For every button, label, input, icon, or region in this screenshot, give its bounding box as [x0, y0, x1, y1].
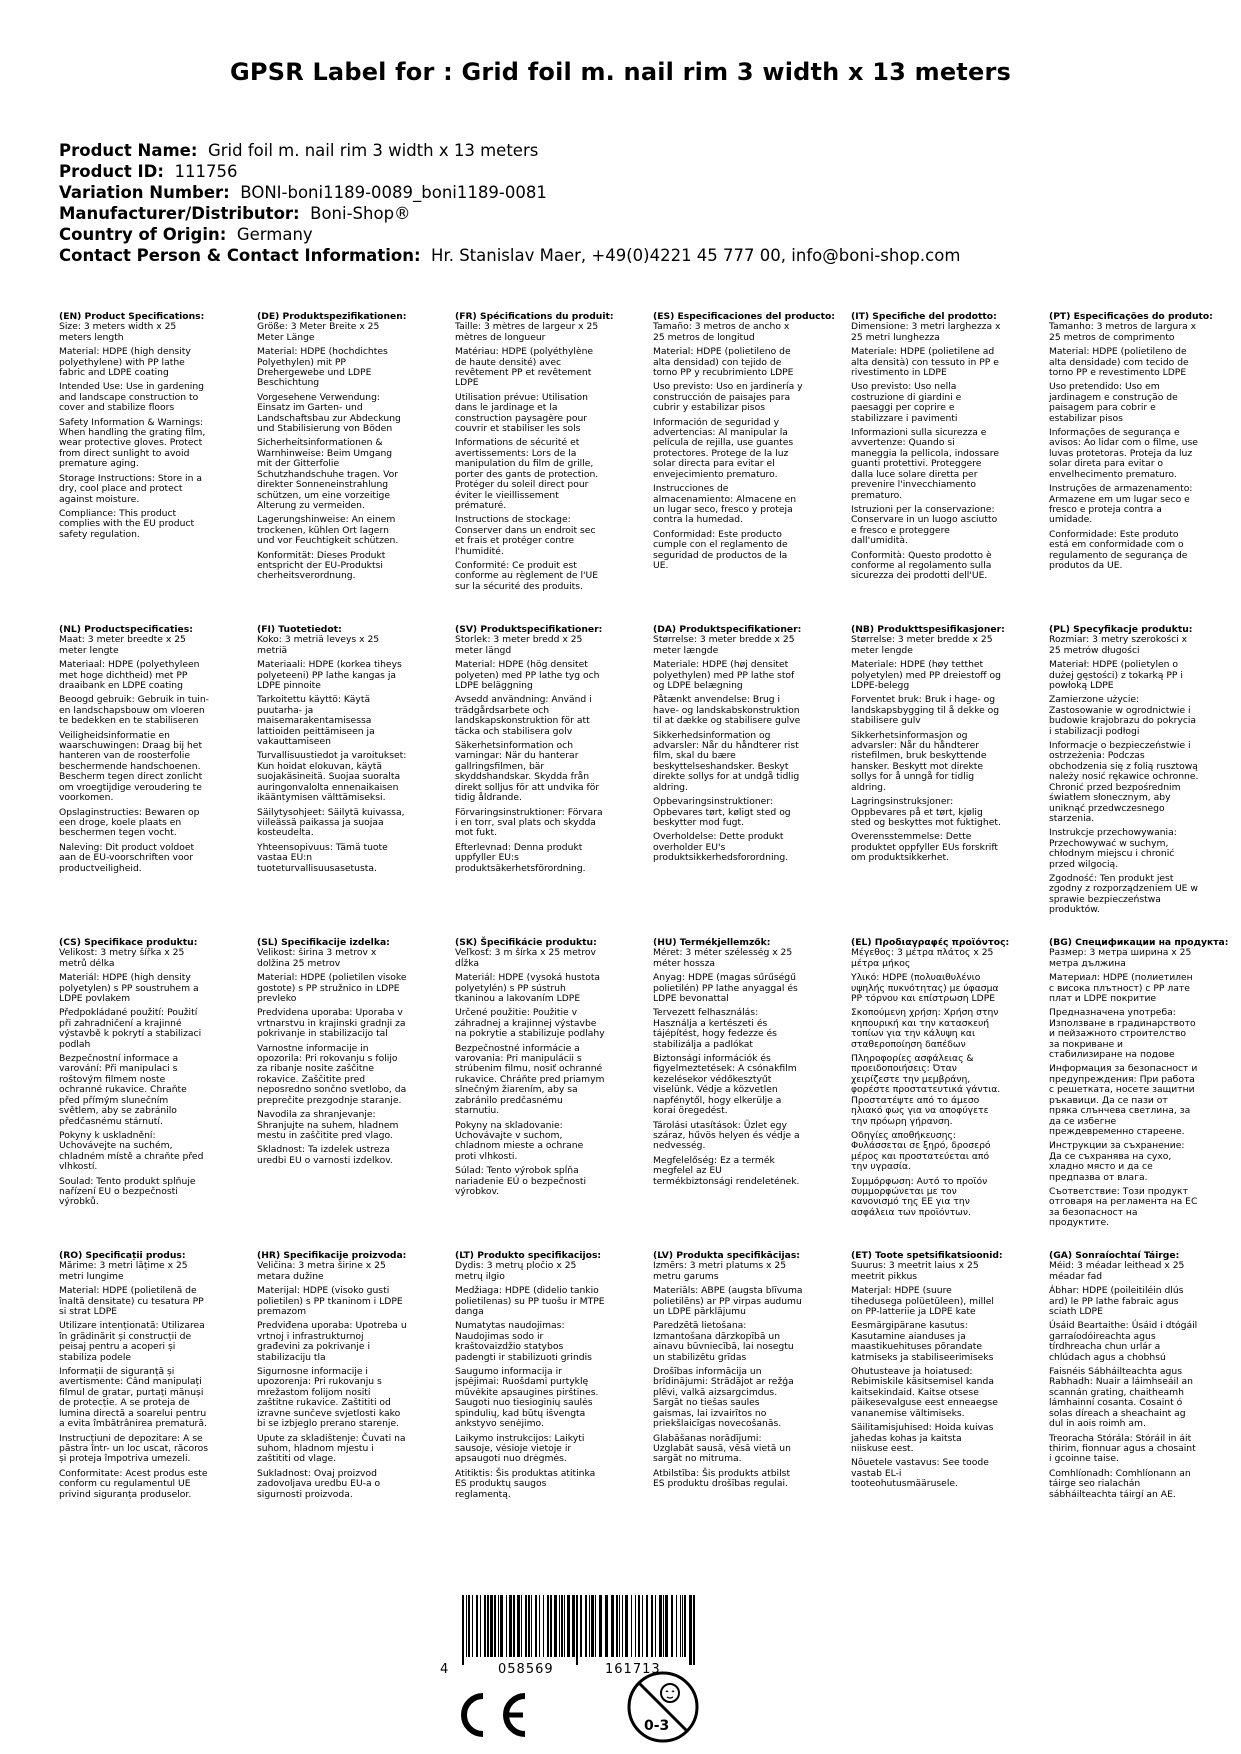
spec-paragraph: Efterlevnad: Denna produkt uppfyller EU:s produktsäkerhetsförordning.: [455, 841, 586, 874]
spec-paragraph: Sikkerhedsinformation og advarsler: Når du håndterer rist film, skal du bære beskyttelseshandsker. Beskyt direkte sollys for at undgå tidlig aldring.: [653, 729, 800, 793]
spec-block: [455, 1251, 605, 1564]
barcode-bar: [591, 1595, 594, 1657]
spec-paragraph: Taille: 3 mètres de largeur x 25 mètres de longueur: [455, 321, 599, 343]
spec-paragraph: Size: 3 meters width x 25 meters length: [59, 321, 177, 343]
spec-paragraph: Yhteensopivuus: Tämä tuote vastaa EU:n tuoteturvallisuusasetusta.: [257, 841, 388, 874]
spec-paragraph: Οδηγίες αποθήκευσης: Φυλάσσεται σε ξηρό, δροσερό μέρος και προστατεύεται από την υγρασία.: [851, 1129, 991, 1173]
spec-paragraph: Größe: 3 Meter Breite x 25 Meter Länge: [257, 321, 380, 343]
spec-block: [257, 625, 407, 938]
spec-paragraph: Atbilstība: Šis produkts atbilst ES produktu drošības regulai.: [653, 1467, 791, 1490]
spec-block: [653, 311, 835, 625]
barcode-bar: [480, 1595, 481, 1657]
spec-paragraph: Faisnéis Sábháilteachta agus Rabhadh: Nuair a láimhseáil an scannán grating, chaitheamh lámhainní cosanta. Cosaint ó solas díreach a sheachaint ag dul in aois roimh am.: [1049, 1366, 1193, 1430]
spec-paragraph: Storage Instructions: Store in a dry, cool place and protect against moisture.: [59, 472, 202, 505]
spec-paragraph: Bezpečnostné informácie a varovania: Pri manipulácii s strúbenim filmu, nosiť ochranné rukavice. Chráňte pred priamym slnečným žiarením, aby sa zabránilo predčasnému starnutiu.: [455, 1042, 605, 1117]
barcode-bar: [472, 1595, 473, 1657]
spec-paragraph: Numatytas naudojimas: Naudojimas sodo ir kraštovaizdžio statybos padengti ir stabilizuoti grindis: [455, 1320, 592, 1363]
spec-paragraph: Συμμόρφωση: Αυτό το προϊόν συμμορφώνεται με τον κανονισμό της ΕΕ για την ασφάλεια των προϊόντων.: [851, 1175, 988, 1218]
spec-block: [257, 938, 407, 1251]
spec-paragraph: Overholdelse: Dette produkt overholder EU's produktsikkerhedsforordning.: [653, 831, 789, 864]
spec-paragraph: Compliance: This product complies with the EU product safety regulation.: [59, 507, 195, 540]
spec-block-heading: (RO) Specificații produs:: [59, 1250, 186, 1261]
spec-paragraph: Utilisation prévue: Utilisation dans le jardinage et la construction paysagère pour couvrir et stabiliser les sols: [455, 391, 588, 435]
spec-paragraph: Veličina: 3 metra širine x 25 metara dužine: [257, 1260, 386, 1282]
spec-paragraph: Материал: HDPE (полиетилен с висока плътност) с PP лате плат и LDPE покритие: [1049, 972, 1193, 1005]
spec-block-heading: (FI) Tuotetiedot:: [257, 624, 342, 635]
spec-paragraph: Laikymo instrukcijos: Laikyti sausoje, vėsioje vietoje ir apsaugoti nuo drėgmės.: [455, 1432, 585, 1465]
spec-paragraph: Materiale: HDPE (polietilene ad alta densità) con tessuto in PP e rivestimento in LDPE: [851, 346, 999, 379]
barcode-bar: [580, 1595, 582, 1657]
barcode-bar: [689, 1595, 692, 1665]
spec-paragraph: Säilitamisjuhised: Hoida kuivas jahedas kohas ja kaitsta niiskuse eest.: [851, 1422, 994, 1454]
spec-paragraph: Tervezett felhasználás: Használja a kertészeti és tájépítést, hogy fedezze és stabilizálja a padlókat: [653, 1007, 777, 1050]
spec-paragraph: Lagerungshinweise: An einem trockenen, kühlen Ort lagern und vor Feuchtigkeit schützen.: [257, 514, 399, 547]
barcode-bar: [517, 1595, 520, 1657]
barcode-bar: [605, 1595, 608, 1657]
spec-block-heading: (HR) Specifikacije proizvoda:: [257, 1250, 407, 1261]
spec-block-heading: (ES) Especificaciones del producto:: [653, 311, 835, 322]
spec-block: [653, 1251, 803, 1564]
spec-block: [59, 625, 209, 938]
spec-paragraph: Material: HDPE (polietileno de alta densidade) com tecido de torno PP e revestimento LDPE: [1049, 346, 1189, 379]
spec-block: [1049, 937, 1229, 1251]
barcode-bar: [638, 1595, 640, 1657]
barcode-bar: [572, 1595, 575, 1657]
spec-paragraph: Comhlíonadh: Comhlíonann an táirge seo rialachán sábháilteachta táirgí an AE.: [1049, 1467, 1191, 1500]
spec-block-heading: (SK) Špecifikácie produktu:: [455, 937, 597, 948]
spec-paragraph: Velikost: širina 3 metrov x dolžina 25 metrov: [257, 947, 377, 969]
spec-block: [455, 625, 605, 938]
spec-paragraph: Mărime: 3 metri lățime x 25 metri lungime: [59, 1260, 188, 1282]
spec-paragraph: Instrukcje przechowywania: Przechowywać w suchym, chłodnym miejscu i chronić przed wilgocią.: [1049, 827, 1177, 870]
spec-paragraph: Materiaal: HDPE (polyethyleen met hoge dichtheid) met PP draaibank en LDPE coating: [59, 659, 200, 692]
spec-paragraph: Conformitate: Acest produs este conform cu regulamentul UE privind siguranța produselor.: [59, 1467, 208, 1500]
spec-paragraph: Tamaño: 3 metros de ancho x 25 metros de longitud: [653, 321, 790, 343]
spec-paragraph: Instruções de armazenamento: Armazene em um lugar seco e fresco e proteja contra a umidade.: [1049, 483, 1193, 526]
barcode-bar: [663, 1595, 664, 1657]
info-row-variation-number: [59, 182, 960, 203]
spec-paragraph: Informacje o bezpieczeństwie i ostrzeżenia: Podczas obchodzenia się z folią rusztową należy nosić rękawice ochronne. Chronić przed bezpośrednim światłem słonecznym, aby uniknąć przedwczesnego starzenia.: [1049, 740, 1199, 824]
spec-paragraph: Istruzioni per la conservazione: Conservare in un luogo asciutto e fresco e proteggere dall'umidità.: [851, 503, 998, 547]
barcode-bar: [539, 1595, 540, 1657]
spec-paragraph: Säkerhetsinformation och varningar: När du hanterar gallringsfilmen, bär skyddshandskar. Skydda från direkt solljus för att undvika för tidig åldrande.: [455, 740, 600, 804]
spec-paragraph: Pokyny na skladovanie: Uchovávajte v suchom, chladnom mieste a ochrane proti vlhkosti.: [455, 1119, 584, 1162]
ce-mark-icon: [453, 1690, 533, 1740]
barcode-bar: [585, 1595, 587, 1657]
spec-paragraph: Påtænkt anvendelse: Brug i have- og landskabskonstruktion til at dække og stabilisere gulve: [653, 694, 801, 727]
barcode-bar: [559, 1595, 560, 1657]
info-row-product-id: [59, 161, 960, 182]
barcode-bar: [528, 1595, 530, 1657]
spec-paragraph: Sikkerhetsinformasjon og advarsler: Når du håndterer ristefilmen, bruk beskyttende hansker. Beskytt mot direkte sollys for å unngå for tidlig aldring.: [851, 729, 987, 793]
info-row-manufacturer: [59, 203, 960, 224]
barcode-bar: [635, 1595, 636, 1657]
spec-paragraph: Σκοπούμενη χρήση: Χρήση στην κηπουρική και την κατασκευή τοπίων για την κάλυψη και σταθεροποίηση δαπέδων: [851, 1007, 999, 1050]
spec-block-heading: (DE) Produktspezifikationen:: [257, 311, 407, 322]
spec-block-heading: (CS) Specifikace produktu:: [59, 937, 198, 948]
barcode-bar: [484, 1595, 486, 1657]
barcode-bar: [616, 1595, 618, 1657]
spec-paragraph: Veľkosť: 3 m šírka x 25 metrov dĺžka: [455, 947, 596, 969]
spec-paragraph: Instructions de stockage: Conserver dans un endroit sec et frais et protéger contre l'humidité.: [455, 514, 596, 557]
spec-paragraph: Úsáid Beartaithe: Úsáid i dtógáil garraíodóireachta agus tírdhreacha chun urlár a chlúdach agus a chobhsú: [1049, 1320, 1198, 1363]
spec-block: [1049, 1251, 1199, 1564]
barcode-bar: [665, 1595, 668, 1657]
spec-paragraph: Méret: 3 méter szélesség x 25 méter hossza: [653, 947, 793, 969]
spec-paragraph: Material: HDPE (high density polyethylene) with PP lathe fabric and LDPE coating: [59, 346, 191, 379]
barcode-bar: [651, 1595, 653, 1657]
barcode-bar: [595, 1595, 596, 1657]
spec-paragraph: Anyag: HDPE (magas sűrűségű polietilén) PP lathe anyaggal és LDPE bevonattal: [653, 972, 798, 1005]
spec-paragraph: Materiale: HDPE (høy tetthet polyetylen) med PP dreiestoff og LDPE-belegg: [851, 659, 1002, 692]
barcode-bar: [468, 1595, 470, 1657]
spec-paragraph: Beoogd gebruik: Gebruik in tuin- en landschapsbouw om vloeren te bedekken en te stabiliseren: [59, 694, 209, 727]
spec-paragraph: Veiligheidsinformatie en waarschuwingen: Draag bij het hanteren van de roosterfolie beschermende handschoenen. Bescherm tegen direct zonlicht om vroegtijdige veroudering te voorkomen.: [59, 729, 203, 804]
not-for-children-0-3-icon: [626, 1670, 700, 1744]
barcode-bar: [498, 1595, 499, 1657]
spec-paragraph: Conformità: Questo prodotto è conforme al regolamento sulla sicurezza dei prodotti dell'UE.: [851, 549, 992, 582]
barcode-bar: [506, 1595, 507, 1657]
spec-paragraph: Soulad: Tento produkt splňuje nařízení EU o bezpečnosti výrobků.: [59, 1175, 196, 1208]
spec-paragraph: Upute za skladištenje: Čuvati na suhom, hladnom mjestu i zaštititi od vlage.: [257, 1432, 406, 1465]
spec-paragraph: Conformité: Ce produit est conforme au règlement de l'UE sur la sécurité des produits.: [455, 559, 599, 592]
spec-paragraph: Informații de siguranță și avertismente: Când manipulați filmul de gratar, purtați mănuși de protecție. A se proteja de lumina directă a soarelui pentru a evita îmbătrânirea prematură.: [59, 1366, 207, 1430]
spec-paragraph: Materiāls: ABPE (augsta blīvuma polietilēns) ar PP virpas audumu un LDPE pārklājumu: [653, 1285, 803, 1318]
barcode-bar: [567, 1595, 570, 1657]
spec-paragraph: Treoracha Stórála: Stóráil in áit thirim, fionnuar agus a chosaint i gcoinne taise.: [1049, 1432, 1196, 1465]
spec-paragraph: Размер: 3 метра ширина x 25 метра дължина: [1049, 947, 1192, 969]
barcode-bar: [622, 1595, 623, 1657]
barcode-bar: [500, 1595, 503, 1657]
spec-block: [1049, 311, 1213, 625]
spec-paragraph: Förvaringsinstruktioner: Förvara i en torr, sval plats och skydda mot fukt.: [455, 806, 603, 839]
spec-block-heading: (HU) Termékjellemzők:: [653, 937, 771, 948]
spec-paragraph: Pokyny k uskladnění: Uchovávejte na suchém, chladném místě a chraňte před vlhkostí.: [59, 1129, 204, 1173]
barcode-bar: [547, 1595, 549, 1657]
spec-paragraph: Safety Information & Warnings: When handling the grating film, wear protective gloves. Protect from direct sunlight to avoid premature aging.: [59, 416, 206, 470]
spec-paragraph: Material: HDPE (polietileno de alta densidad) con tejido de torno PP y recubrimiento LDPE: [653, 346, 794, 379]
spec-paragraph: Säilytysohjeet: Säilytä kuivassa, viileässä paikassa ja suojaa kosteudelta.: [257, 806, 405, 839]
spec-paragraph: Μέγεθος: 3 μέτρα πλάτος x 25 μέτρα μήκος: [851, 947, 994, 969]
spec-paragraph: Información de seguridad y advertencias: Al manipular la película de rejilla, use guantes protectores. Protege de la luz solar directa para evitar el envejecimiento prematuro.: [653, 416, 794, 480]
spec-paragraph: Sigurnosne informacije i upozorenja: Pri rukovanju s mrežastom folijom nositi zaštitne rukavice. Zaštititi od izravne sunčeve svjetlosti kako bi se izbjeglo prerano starenje.: [257, 1366, 401, 1430]
barcode-bar: [642, 1595, 643, 1657]
spec-paragraph: Matériau: HDPE (polyéthylène de haute densité) avec revêtement PP et revêtement LDPE: [455, 346, 594, 389]
barcode-bar: [462, 1595, 464, 1665]
info-row-contact: [59, 245, 960, 266]
spec-paragraph: Biztonsági információk és figyelmeztetések: A csónakfilm kezelésekor védőkesztyűt viselünk. Védje a közvetlen napfénytől, hogy elkerülje a korai öregedést.: [653, 1053, 797, 1117]
barcode-bar: [509, 1595, 512, 1657]
spec-paragraph: Tamanho: 3 metros de largura x 25 metros de comprimento: [1049, 321, 1197, 343]
spec-paragraph: Avsedd användning: Använd i trädgårdsarbete och landskapskonstruktion för att täcka och stabilisera golv: [455, 694, 592, 737]
info-value: Grid foil m. nail rim 3 width x 13 meters: [207, 141, 539, 160]
barcode-bar: [599, 1595, 602, 1657]
spec-paragraph: Ábhar: HDPE (poileitiléin dlús ard) le PP lathe fabraic agus sciath LDPE: [1049, 1285, 1184, 1318]
barcode-bar: [525, 1595, 527, 1657]
spec-paragraph: Material: HDPE (hög densitet polyeten) med PP lathe tyg och LDPE beläggning: [455, 659, 600, 692]
spec-paragraph: Informazioni sulla sicurezza e avvertenze: Quando si maneggia la pellicola, indossare guanti protettivi. Proteggere dalla luce solare diretta per prevenire l'invecchiamento prematuro.: [851, 427, 1000, 501]
info-label: Product Name:: [59, 141, 198, 160]
spec-paragraph: Lagringsinstruksjoner: Oppbevares på et tørt, kjølig sted og beskyttes mot fuktighet.: [851, 796, 1001, 828]
spec-paragraph: Material: HDPE (polietilenă de înaltă densitate) cu tesatura PP si strat LDPE: [59, 1285, 204, 1318]
spec-paragraph: Materijal: HDPE (visoko gusti polietilen) s PP tkaninom i LDPE premazom: [257, 1285, 403, 1318]
spec-paragraph: Dydis: 3 metrų pločio x 25 metrų ilgio: [455, 1260, 577, 1282]
barcode-bar: [693, 1595, 695, 1665]
barcode-bar: [671, 1595, 673, 1657]
barcode-bar: [554, 1595, 557, 1657]
spec-paragraph: Størrelse: 3 meter bredde x 25 meter længde: [653, 634, 795, 656]
spec-block: [257, 312, 407, 625]
spec-paragraph: Størrelse: 3 meter bredde x 25 meter lengde: [851, 634, 993, 656]
barcode-bar: [589, 1595, 590, 1657]
spec-paragraph: Suurus: 3 meetrit laius x 25 meetrit pikkus: [851, 1260, 979, 1282]
spec-block: [851, 312, 1001, 625]
spec-grid: [59, 312, 1239, 1564]
spec-paragraph: Materiale: HDPE (høj densitet polyethylen) med PP lathe stof og LDPE belægning: [653, 659, 795, 692]
spec-paragraph: Naleving: Dit product voldoet aan de EU-voorschriften voor productveiligheid.: [59, 841, 195, 874]
info-label: Country of Origin:: [59, 225, 227, 244]
barcode-digits-left: 058569: [498, 1662, 554, 1677]
barcode-bar: [494, 1595, 496, 1657]
spec-paragraph: Πληροφορίες ασφάλειας & προειδοποιήσεις: Όταν χειρίζεστε την μεμβράνη, φορέστε προστατευτικά γάντια. Προστατέψτε από το άμεσο ηλιακό φως για να αποφύγετε την πρόωρη γήρανση.: [851, 1053, 1001, 1127]
spec-block-heading: (EL) Προδιαγραφές προϊόντος:: [851, 937, 1010, 948]
spec-paragraph: Υλικό: HDPE (πολυαιθυλένιο υψηλής πυκνότητας) με ύφασμα PP τόρνου και επίστρωση LDPE: [851, 972, 999, 1005]
info-value: Hr. Stanislav Maer, +49(0)4221 45 777 00, info@boni-shop.com: [431, 246, 961, 265]
spec-paragraph: Predviđena uporaba: Upotreba u vrtnoj i infrastrukturnoj građevini za pokrivanje i stabilizaciju tla: [257, 1320, 407, 1363]
barcode-bar: [531, 1595, 532, 1657]
spec-paragraph: Utilizare intenționată: Utilizarea în grădinărit și construcții de peisaj pentru a acoperi și stabiliza podele: [59, 1320, 205, 1363]
barcode-bar: [513, 1595, 515, 1657]
spec-paragraph: Sicherheitsinformationen & Warnhinweise: Beim Umgang mit der Gitterfolie Schutzhandschuhe tragen. Vor direkter Sonneneinstrahlung schützen, um eine vorzeitige Alterung zu vermeiden.: [257, 437, 399, 511]
spec-paragraph: Předpokládané použití: Použití při zahradničení a krajinné výstavbě k pokrytí a stabilizaci podlah: [59, 1007, 202, 1050]
spec-block-heading: (ET) Toote spetsifikatsioonid:: [851, 1250, 1003, 1261]
spec-paragraph: Atitiktis: Šis produktas atitinka ES produktų saugos reglamentą.: [455, 1467, 596, 1500]
spec-paragraph: Storlek: 3 meter bredd x 25 meter längd: [455, 634, 583, 656]
spec-paragraph: Instrucciones de almacenamiento: Almacene en un lugar seco, fresco y proteja contra la humedad.: [653, 483, 797, 526]
spec-paragraph: Conformidade: Este produto está em conformidade com o regulamento de segurança de produtos da UE.: [1049, 528, 1188, 571]
spec-paragraph: Materiál: HDPE (high density polyetylen) s PP soustruhem a LDPE povlakem: [59, 972, 199, 1005]
spec-paragraph: Tárolási utasítások: Üzlet egy száraz, hűvös helyen és védje a nedvesség.: [653, 1119, 800, 1152]
spec-paragraph: Materiál: HDPE (vysoká hustota polyetylén) s PP sústruh tkaninou a lakovaním LDPE: [455, 972, 601, 1005]
spec-block-heading: (GA) Sonraíochtaí Táirge:: [1049, 1250, 1180, 1261]
spec-block: [59, 312, 209, 625]
barcode-bar: [550, 1595, 552, 1657]
spec-block-heading: (FR) Spécifications du produit:: [455, 311, 614, 322]
info-label: Contact Person & Contact Information:: [59, 246, 421, 265]
info-label: Product ID:: [59, 162, 164, 181]
barcode-digits-right: 161713: [605, 1662, 661, 1677]
spec-paragraph: Navodila za shranjevanje: Shranjujte na suhem, hladnem mestu in zaščitite pred vlago.: [257, 1109, 399, 1141]
spec-paragraph: Sukladnost: Ovaj proizvod zadovoljava uredbu EU-a o sigurnosti proizvoda.: [257, 1467, 381, 1500]
spec-paragraph: Konformität: Dieses Produkt entspricht der EU-Produktsi cherheitsverordnung.: [257, 549, 386, 582]
spec-paragraph: Zamierzone użycie: Zastosowanie w ogrodnictwie i budowie krajobrazu do pokrycia i stabilizacji podłogi: [1049, 694, 1197, 737]
spec-paragraph: Materiał: HDPE (polietylen o dużej gęstości) z tokarką PP i powłoką LDPE: [1049, 659, 1183, 692]
barcode-bar: [561, 1595, 563, 1657]
spec-paragraph: Súlad: Tento výrobok spĺňa nariadenie EÚ o bezpečnosti výrobkov.: [455, 1165, 587, 1197]
spec-paragraph: Инструкции за съхранение: Да се съхранява на сухо, хладно място и да се предпазва от влага.: [1049, 1140, 1185, 1183]
barcode-bar: [576, 1595, 578, 1665]
spec-paragraph: Velikost: 3 metry šířka x 25 metrů délka: [59, 947, 185, 969]
spec-block: [851, 1251, 1001, 1564]
spec-block-heading: (PT) Especificações do produto:: [1049, 311, 1213, 322]
spec-paragraph: Instrucțiuni de depozitare: A se păstra într- un loc uscat, răcoros și proteja împotriva umezeli.: [59, 1432, 209, 1465]
barcode-bar: [631, 1595, 632, 1657]
spec-paragraph: Turvallisuustiedot ja varoitukset: Kun hoidat elokuvan, käytä suojakäsineitä. Suojaa suoralta auringonvalolta ennenaikaisen ikääntymisen välttämiseksi.: [257, 750, 407, 804]
info-value: BONI-boni1189-0089_boni1189-0081: [240, 183, 547, 202]
spec-paragraph: Paredzētā lietošana: Izmantošana dārzkopībā un ainavu būvniecībā, lai nosegtu un stabilizētu grīdas: [653, 1320, 794, 1363]
spec-paragraph: Информация за безопасност и предупреждения: При работа с решетката, носете защитни ръкавици. Да се пази от пряка слънчева светлина, за да се избегне преждевременно стареене.: [1049, 1063, 1198, 1137]
ean-barcode: [440, 1595, 720, 1675]
barcode-bar: [619, 1595, 620, 1657]
spec-paragraph: Nõuetele vastavus: See toode vastab EL-i tooteohutusmääruselе.: [851, 1457, 989, 1490]
info-value: 111756: [174, 162, 238, 181]
spec-paragraph: Určené použitie: Použitie v záhradnej a krajinnej výstavbe na pokrytie a stabilizuje podlahy: [455, 1007, 605, 1040]
spec-paragraph: Materiaali: HDPE (korkea tiheys polyeteeni) PP lathe kangas ja LDPE pinnoite: [257, 659, 402, 692]
spec-paragraph: Vorgesehene Verwendung: Einsatz im Garten- und Landschaftsbau zur Abdeckung und Stabilisierung von Böden: [257, 391, 401, 435]
spec-block: [1049, 625, 1199, 938]
barcode-bar: [543, 1595, 544, 1657]
spec-block: [653, 625, 803, 938]
spec-paragraph: Uso pretendido: Uso em jardinagem e construção de paisagem para cobrir e estabilizar pisos: [1049, 381, 1178, 424]
barcode-bar: [659, 1595, 662, 1657]
info-label: Manufacturer/Distributor:: [59, 204, 300, 223]
spec-block: [851, 937, 1010, 1251]
barcode-bar: [535, 1595, 537, 1657]
spec-paragraph: Rozmiar: 3 metry szerokości x 25 metrów długości: [1049, 634, 1188, 656]
spec-block-heading: (NB) Produkttspesifikasjoner:: [851, 624, 1005, 635]
barcode-bar: [684, 1595, 686, 1657]
barcode-bar: [564, 1595, 565, 1657]
spec-paragraph: Predvidena uporaba: Uporaba v vrtnarstvu in krajinski gradnji za pokrivanje in stabilizacijo tal: [257, 1007, 406, 1040]
spec-paragraph: Skladnost: Ta izdelek ustreza uredbi EU o varnosti izdelkov.: [257, 1144, 393, 1166]
spec-block-heading: (EN) Product Specifications:: [59, 311, 205, 322]
spec-paragraph: Uso previsto: Uso nella costruzione di giardini e paesaggi per coprire e stabilizzare i pavimenti: [851, 381, 962, 424]
barcode-bar: [680, 1595, 681, 1657]
spec-block: [653, 938, 803, 1251]
spec-block-heading: (SV) Produktspecifikationer:: [455, 624, 603, 635]
age-range-label: 0-3: [644, 1718, 670, 1734]
barcode-bar: [676, 1595, 677, 1657]
spec-paragraph: Conformidad: Este producto cumple con el reglamento de seguridad de productos de la UE.: [653, 528, 788, 571]
barcode-bar: [466, 1595, 467, 1657]
spec-block-heading: (LT) Produkto specifikacijos:: [455, 1250, 602, 1261]
spec-paragraph: Bezpečnostní informace a varování: Při manipulaci s roštovým filmem noste ochranné rukavice. Chraňte před přímým slunečním světlem, aby se zabránilo předčasnému stárnutí.: [59, 1053, 187, 1127]
spec-block: [59, 938, 209, 1251]
barcode-bar: [487, 1595, 489, 1657]
spec-paragraph: Tarkoitettu käyttö: Käytä puutarha- ja maisemarakentamisessa lattioiden peittämiseen ja vakauttamiseen: [257, 694, 375, 748]
barcode-bar: [476, 1595, 478, 1657]
spec-paragraph: Dimensione: 3 metri larghezza x 25 metri lunghezza: [851, 321, 1001, 343]
spec-block: [257, 1251, 407, 1564]
spec-paragraph: Izmērs: 3 metri platums x 25 metru garums: [653, 1260, 787, 1282]
barcode-bar: [521, 1595, 522, 1657]
spec-paragraph: Overensstemmelse: Dette produktet oppfyller EUs forskrift om produktsikkerhet.: [851, 831, 999, 864]
spec-block-heading: (DA) Produktspecifikationer:: [653, 624, 802, 635]
spec-paragraph: Eesmärgipärane kasutus: Kasutamine aianduses ja maastikuehituses põrandate katmiseks ja stabiliseerimiseks: [851, 1320, 994, 1363]
spec-block-heading: (PL) Specyfikacje produktu:: [1049, 624, 1193, 635]
spec-block-heading: (SL) Specifikacije izdelka:: [257, 937, 390, 948]
spec-paragraph: Informações de segurança e avisos: Ao lidar com o filme, use luvas protetoras. Proteja da luz solar direta para evitar o envelhecimento prematuro.: [1049, 427, 1198, 480]
spec-paragraph: Uso previsto: Uso en jardinería y construcción de paisajes para cubrir y estabilizar pisos: [653, 381, 803, 414]
spec-block-heading: (BG) Спецификации на продукта:: [1049, 937, 1229, 948]
spec-paragraph: Megfelelőség: Ez a termék megfelel az EU termékbiztonsági rendeletének.: [653, 1154, 800, 1187]
spec-block: [455, 938, 605, 1251]
spec-paragraph: Opbevaringsinstruktioner: Opbevares tørt, køligt sted og beskytter mod fugt.: [653, 796, 791, 828]
spec-block-heading: (LV) Produkta specifikācijas:: [653, 1250, 800, 1261]
barcode-bar: [490, 1595, 493, 1657]
barcode-bar: [646, 1595, 648, 1657]
barcode-bar: [682, 1595, 683, 1657]
spec-paragraph: Ohutusteave ja hoiatused: Rebimiskile käsitsemisel kanda kaitsekindaid. Kaitse otsese päikesevalguse eest enneaegse vananemise vältimiseks.: [851, 1366, 998, 1419]
barcode-bar: [655, 1595, 656, 1657]
info-value: Boni-Shop®: [310, 204, 411, 223]
spec-paragraph: Medžiaga: HDPE (didelio tankio polietilenas) su PP tuošu ir MTPE danga: [455, 1285, 605, 1318]
spec-paragraph: Glabāšanas norādījumi: Uzglabāt sausā, vēsā vietā un sargāt no mitruma.: [653, 1432, 791, 1465]
spec-paragraph: Informations de sécurité et avertissements: Lors de la manipulation du film de grille, porter des gants de protection. Protéger du soleil direct pour éviter le vieillissement prématuré.: [455, 437, 599, 511]
barcode-digit-prefix: 4: [440, 1662, 449, 1677]
spec-paragraph: Drošības informācija un brīdinājumi: Strādājot ar režģa plēvi, valkā aizsargcimdus. Sargāt no tiešas saules gaismas, lai izvairītos no priekšlaicīgas novecošanās.: [653, 1366, 794, 1430]
spec-block: [455, 311, 614, 625]
barcode-bar: [611, 1595, 614, 1657]
spec-paragraph: Méid: 3 méadar leithead x 25 méadar fad: [1049, 1260, 1185, 1282]
info-row-product-name: [59, 140, 960, 161]
spec-paragraph: Materjal: HDPE (suure tihedusega polüetüleen), millel on PP-latteriie ja LDPE kate: [851, 1285, 994, 1318]
spec-paragraph: Maat: 3 meter breedte x 25 meter lengte: [59, 634, 186, 656]
spec-paragraph: Varnostne informacije in opozorila: Pri rokovanju s folijo za ribanje nosite zaščitne rokavice. Zaščitite pred neposredno sončno svetlobo, da preprečite prezgodnje staranje.: [257, 1042, 407, 1106]
spec-paragraph: Съответствие: Този продукт отговаря на регламента на ЕС за безопасност на продуктите.: [1049, 1185, 1198, 1229]
product-info: [59, 140, 960, 266]
page-title: GPSR Label for : Grid foil m. nail rim 3 width x 13 meters: [230, 58, 1011, 86]
spec-paragraph: Zgodność: Ten produkt jest zgodny z rozporządzeniem UE w sprawie bezpieczeństwa produktów.: [1049, 872, 1198, 916]
spec-block: [851, 624, 1005, 938]
spec-paragraph: Saugumo informacija ir įspėjimai: Ruošdami purtyklę mūvėkite apsaugines pirštines. Saugoti nuo tiesioginių saulės spindulių, kad būtų išvengta ankstyvo senėjimo.: [455, 1366, 599, 1430]
spec-block-heading: (NL) Productspecificaties:: [59, 624, 193, 635]
spec-paragraph: Intended Use: Use in gardening and landscape construction to cover and stabilize floors: [59, 381, 204, 414]
barcode-bar: [625, 1595, 628, 1657]
info-row-country: [59, 224, 960, 245]
info-value: Germany: [236, 225, 313, 244]
spec-paragraph: Forventet bruk: Bruk i hage- og landskapsbygging til å dekke og stabilisere gulv: [851, 694, 1000, 727]
spec-paragraph: Koko: 3 metriä leveys x 25 metriä: [257, 634, 380, 656]
spec-paragraph: Material: HDPE (polietilen visoke gostote) s PP stružnico in LDPE prevleko: [257, 972, 407, 1005]
info-label: Variation Number:: [59, 183, 230, 202]
spec-paragraph: Предназначена употреба: Използване в градинарството и пейзажното строителство за покриване и стабилизиране на подове: [1049, 1007, 1196, 1061]
spec-paragraph: Opslaginstructies: Bewaren op een droge, koele plaats en beschermen tegen vocht.: [59, 806, 200, 839]
spec-paragraph: Material: HDPE (hochdichtes Polyethylen) mit PP Drehergewebe und LDPE Beschichtung: [257, 346, 388, 389]
spec-block: [59, 1251, 209, 1564]
spec-block-heading: (IT) Specifiche del prodotto:: [851, 311, 997, 322]
